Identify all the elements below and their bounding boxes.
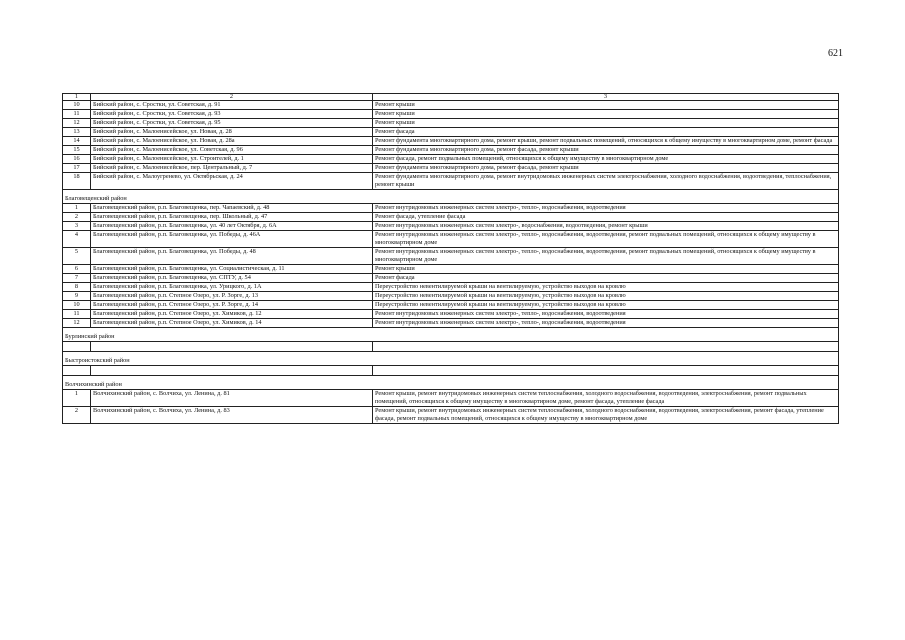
row-number: 12 (63, 119, 91, 128)
row-address: Благовещенский район, р.п. Благовещенка, ул. Победы, д. 48 (91, 248, 373, 265)
row-address: Бийский район, с. Малоенисейское, пер. Центральный, д. 7 (91, 164, 373, 173)
table-row (63, 248, 839, 265)
row-number: 14 (63, 137, 91, 146)
row-number: 15 (63, 146, 91, 155)
table-row (63, 110, 839, 119)
row-address (91, 366, 373, 376)
row-work: Переустройство невентилируемой крыши на вентилируемую, устройство выходов на кровлю (373, 301, 839, 310)
row-address: Благовещенский район, р.п. Благовещенка, ул. Победы, д. 46А (91, 231, 373, 248)
page-number: 621 (828, 48, 843, 59)
row-address: Бийский район, с. Малоенисейское, ул. Новая, д. 28а (91, 137, 373, 146)
row-work: Переустройство невентилируемой крыши на вентилируемую, устройство выходов на кровлю (373, 292, 839, 301)
row-number: 18 (63, 173, 91, 190)
row-number: 11 (63, 110, 91, 119)
section-row (63, 328, 839, 342)
row-work: Ремонт внутридомовых инженерных систем электро-, водоснабжения, водоотведения, ремонт крыши (373, 222, 839, 231)
table-row (63, 164, 839, 173)
row-work: Ремонт внутридомовых инженерных систем электро-, тепло-, водоснабжения, водоотведения, ремонт подвальных помещений, относящихся к общему имуществу в многоквартирном доме (373, 231, 839, 248)
table-row (63, 128, 839, 137)
table-row (63, 407, 839, 424)
row-number: 9 (63, 292, 91, 301)
row-address: Благовещенский район, р.п. Благовещенка, ул. 40 лет Октября, д. 6А (91, 222, 373, 231)
header-col-1: 1 (63, 94, 91, 101)
row-number: 2 (63, 213, 91, 222)
row-work: Ремонт крыши (373, 110, 839, 119)
row-number: 7 (63, 274, 91, 283)
table-row (63, 390, 839, 407)
row-work: Ремонт фасада (373, 274, 839, 283)
row-work: Ремонт фасада, утепление фасада (373, 213, 839, 222)
row-address: Благовещенский район, р.п. Благовещенка, ул. СПТУ, д. 54 (91, 274, 373, 283)
row-work (373, 342, 839, 352)
section-title: Благовещенский район (63, 190, 839, 204)
row-number: 3 (63, 222, 91, 231)
table-row (63, 146, 839, 155)
table-row (63, 301, 839, 310)
row-number: 11 (63, 310, 91, 319)
table-row (63, 222, 839, 231)
row-work: Ремонт крыши (373, 119, 839, 128)
header-col-3: 3 (373, 94, 839, 101)
table-row (63, 137, 839, 146)
table-row (63, 310, 839, 319)
header-col-2: 2 (91, 94, 373, 101)
row-address: Бийский район, с. Малоенисейское, ул. Строителей, д. 1 (91, 155, 373, 164)
row-number: 2 (63, 407, 91, 424)
row-address: Благовещенский район, р.п. Благовещенка, ул. Социалистическая, д. 11 (91, 265, 373, 274)
section-row (63, 190, 839, 204)
table-row (63, 283, 839, 292)
row-address: Бийский район, с. Сростки, ул. Советская, д. 93 (91, 110, 373, 119)
row-work: Ремонт внутридомовых инженерных систем электро-, тепло-, водоснабжения, водоотведения, ремонт подвальных помещений, относящихся к общему имуществу в многоквартирном доме (373, 248, 839, 265)
row-number: 10 (63, 101, 91, 110)
table-row (63, 292, 839, 301)
row-address: Благовещенский район, р.п. Благовещенка, пер. Школьный, д. 47 (91, 213, 373, 222)
table-row (63, 155, 839, 164)
row-number: 17 (63, 164, 91, 173)
row-work: Ремонт внутридомовых инженерных систем электро-, тепло-, водоснабжения, водоотведения (373, 319, 839, 328)
row-address: Волчихинский район, с. Волчиха, ул. Ленина, д. 83 (91, 407, 373, 424)
row-work: Ремонт крыши (373, 101, 839, 110)
row-address: Бийский район, с. Малоугренево, ул. Октябрьская, д. 24 (91, 173, 373, 190)
row-number: 12 (63, 319, 91, 328)
table-row (63, 204, 839, 213)
row-address: Благовещенский район, р.п. Степное Озеро, ул. Р. Зорге, д. 14 (91, 301, 373, 310)
row-number: 5 (63, 248, 91, 265)
row-address: Благовещенский район, р.п. Благовещенка, ул. Урицкого, д. 1А (91, 283, 373, 292)
row-work: Переустройство невентилируемой крыши на вентилируемую, устройство выходов на кровлю (373, 283, 839, 292)
row-work: Ремонт внутридомовых инженерных систем электро-, тепло-, водоснабжения, водоотведения (373, 310, 839, 319)
row-work: Ремонт крыши, ремонт внутридомовых инженерных систем теплоснабжения, холодного водоснабжения, водоотведения, электроснабжения, ремонт фасада, утепление фасада, ремонт подвальных помещений, относящихся к общему имуществу в многоквартирном доме (373, 407, 839, 424)
row-address: Благовещенский район, р.п. Степное Озеро, ул. Химиков, д. 14 (91, 319, 373, 328)
row-work: Ремонт фундамента многоквартирного дома, ремонт фасада, ремонт крыши (373, 164, 839, 173)
table-header-row (63, 94, 839, 101)
table-row (63, 213, 839, 222)
row-number: 4 (63, 231, 91, 248)
repair-table (62, 93, 839, 424)
row-number: 16 (63, 155, 91, 164)
table-row (63, 231, 839, 248)
row-address: Благовещенский район, р.п. Благовещенка, пер. Чапаевский, д. 48 (91, 204, 373, 213)
row-number (63, 366, 91, 376)
row-address: Бийский район, с. Сростки, ул. Советская, д. 91 (91, 101, 373, 110)
row-number: 13 (63, 128, 91, 137)
section-title: Волчихинский район (63, 376, 839, 390)
row-work: Ремонт фундамента многоквартирного дома, ремонт внутридомовых инженерных систем электроснабжения, холодного водоснабжения, водоотведения, теплоснабжения, ремонт крыши (373, 173, 839, 190)
row-work: Ремонт крыши, ремонт внутридомовых инженерных систем теплоснабжения, холодного водоснабжения, водоотведения, электроснабжения, ремонт подвальных помещений, относящихся к общему имуществу в многоквартирном доме, ремонт фасада, утепление фасада (373, 390, 839, 407)
row-address: Благовещенский район, р.п. Степное Озеро, ул. Р. Зорге, д. 13 (91, 292, 373, 301)
row-address: Бийский район, с. Сростки, ул. Советская, д. 95 (91, 119, 373, 128)
row-number (63, 342, 91, 352)
row-number: 8 (63, 283, 91, 292)
row-work: Ремонт фундамента многоквартирного дома, ремонт крыши, ремонт подвальных помещений, относящихся к общему имуществу в многоквартирном доме, ремонт фасада (373, 137, 839, 146)
table-row (63, 342, 839, 352)
row-address: Благовещенский район, р.п. Степное Озеро, ул. Химиков, д. 12 (91, 310, 373, 319)
row-address: Волчихинский район, с. Волчиха, ул. Ленина, д. 81 (91, 390, 373, 407)
section-title: Быстроистокский район (63, 352, 839, 366)
row-address: Бийский район, с. Малоенисейское, ул. Новая, д. 28 (91, 128, 373, 137)
row-address: Бийский район, с. Малоенисейское, ул. Советская, д. 96 (91, 146, 373, 155)
row-work (373, 366, 839, 376)
row-address (91, 342, 373, 352)
row-number: 1 (63, 204, 91, 213)
row-number: 10 (63, 301, 91, 310)
row-work: Ремонт фасада, ремонт подвальных помещений, относящихся к общему имуществу в многоквартирном доме (373, 155, 839, 164)
table-row (63, 265, 839, 274)
section-title: Бурлинский район (63, 328, 839, 342)
row-work: Ремонт фундамента многоквартирного дома, ремонт фасада, ремонт крыши (373, 146, 839, 155)
row-work: Ремонт крыши (373, 265, 839, 274)
table-row (63, 274, 839, 283)
table-row (63, 366, 839, 376)
table-row (63, 319, 839, 328)
row-number: 6 (63, 265, 91, 274)
row-work: Ремонт внутридомовых инженерных систем электро-, тепло-, водоснабжения, водоотведения (373, 204, 839, 213)
row-number: 1 (63, 390, 91, 407)
table-row (63, 173, 839, 190)
section-row (63, 352, 839, 366)
row-work: Ремонт фасада (373, 128, 839, 137)
table-row (63, 119, 839, 128)
table-row (63, 101, 839, 110)
section-row (63, 376, 839, 390)
